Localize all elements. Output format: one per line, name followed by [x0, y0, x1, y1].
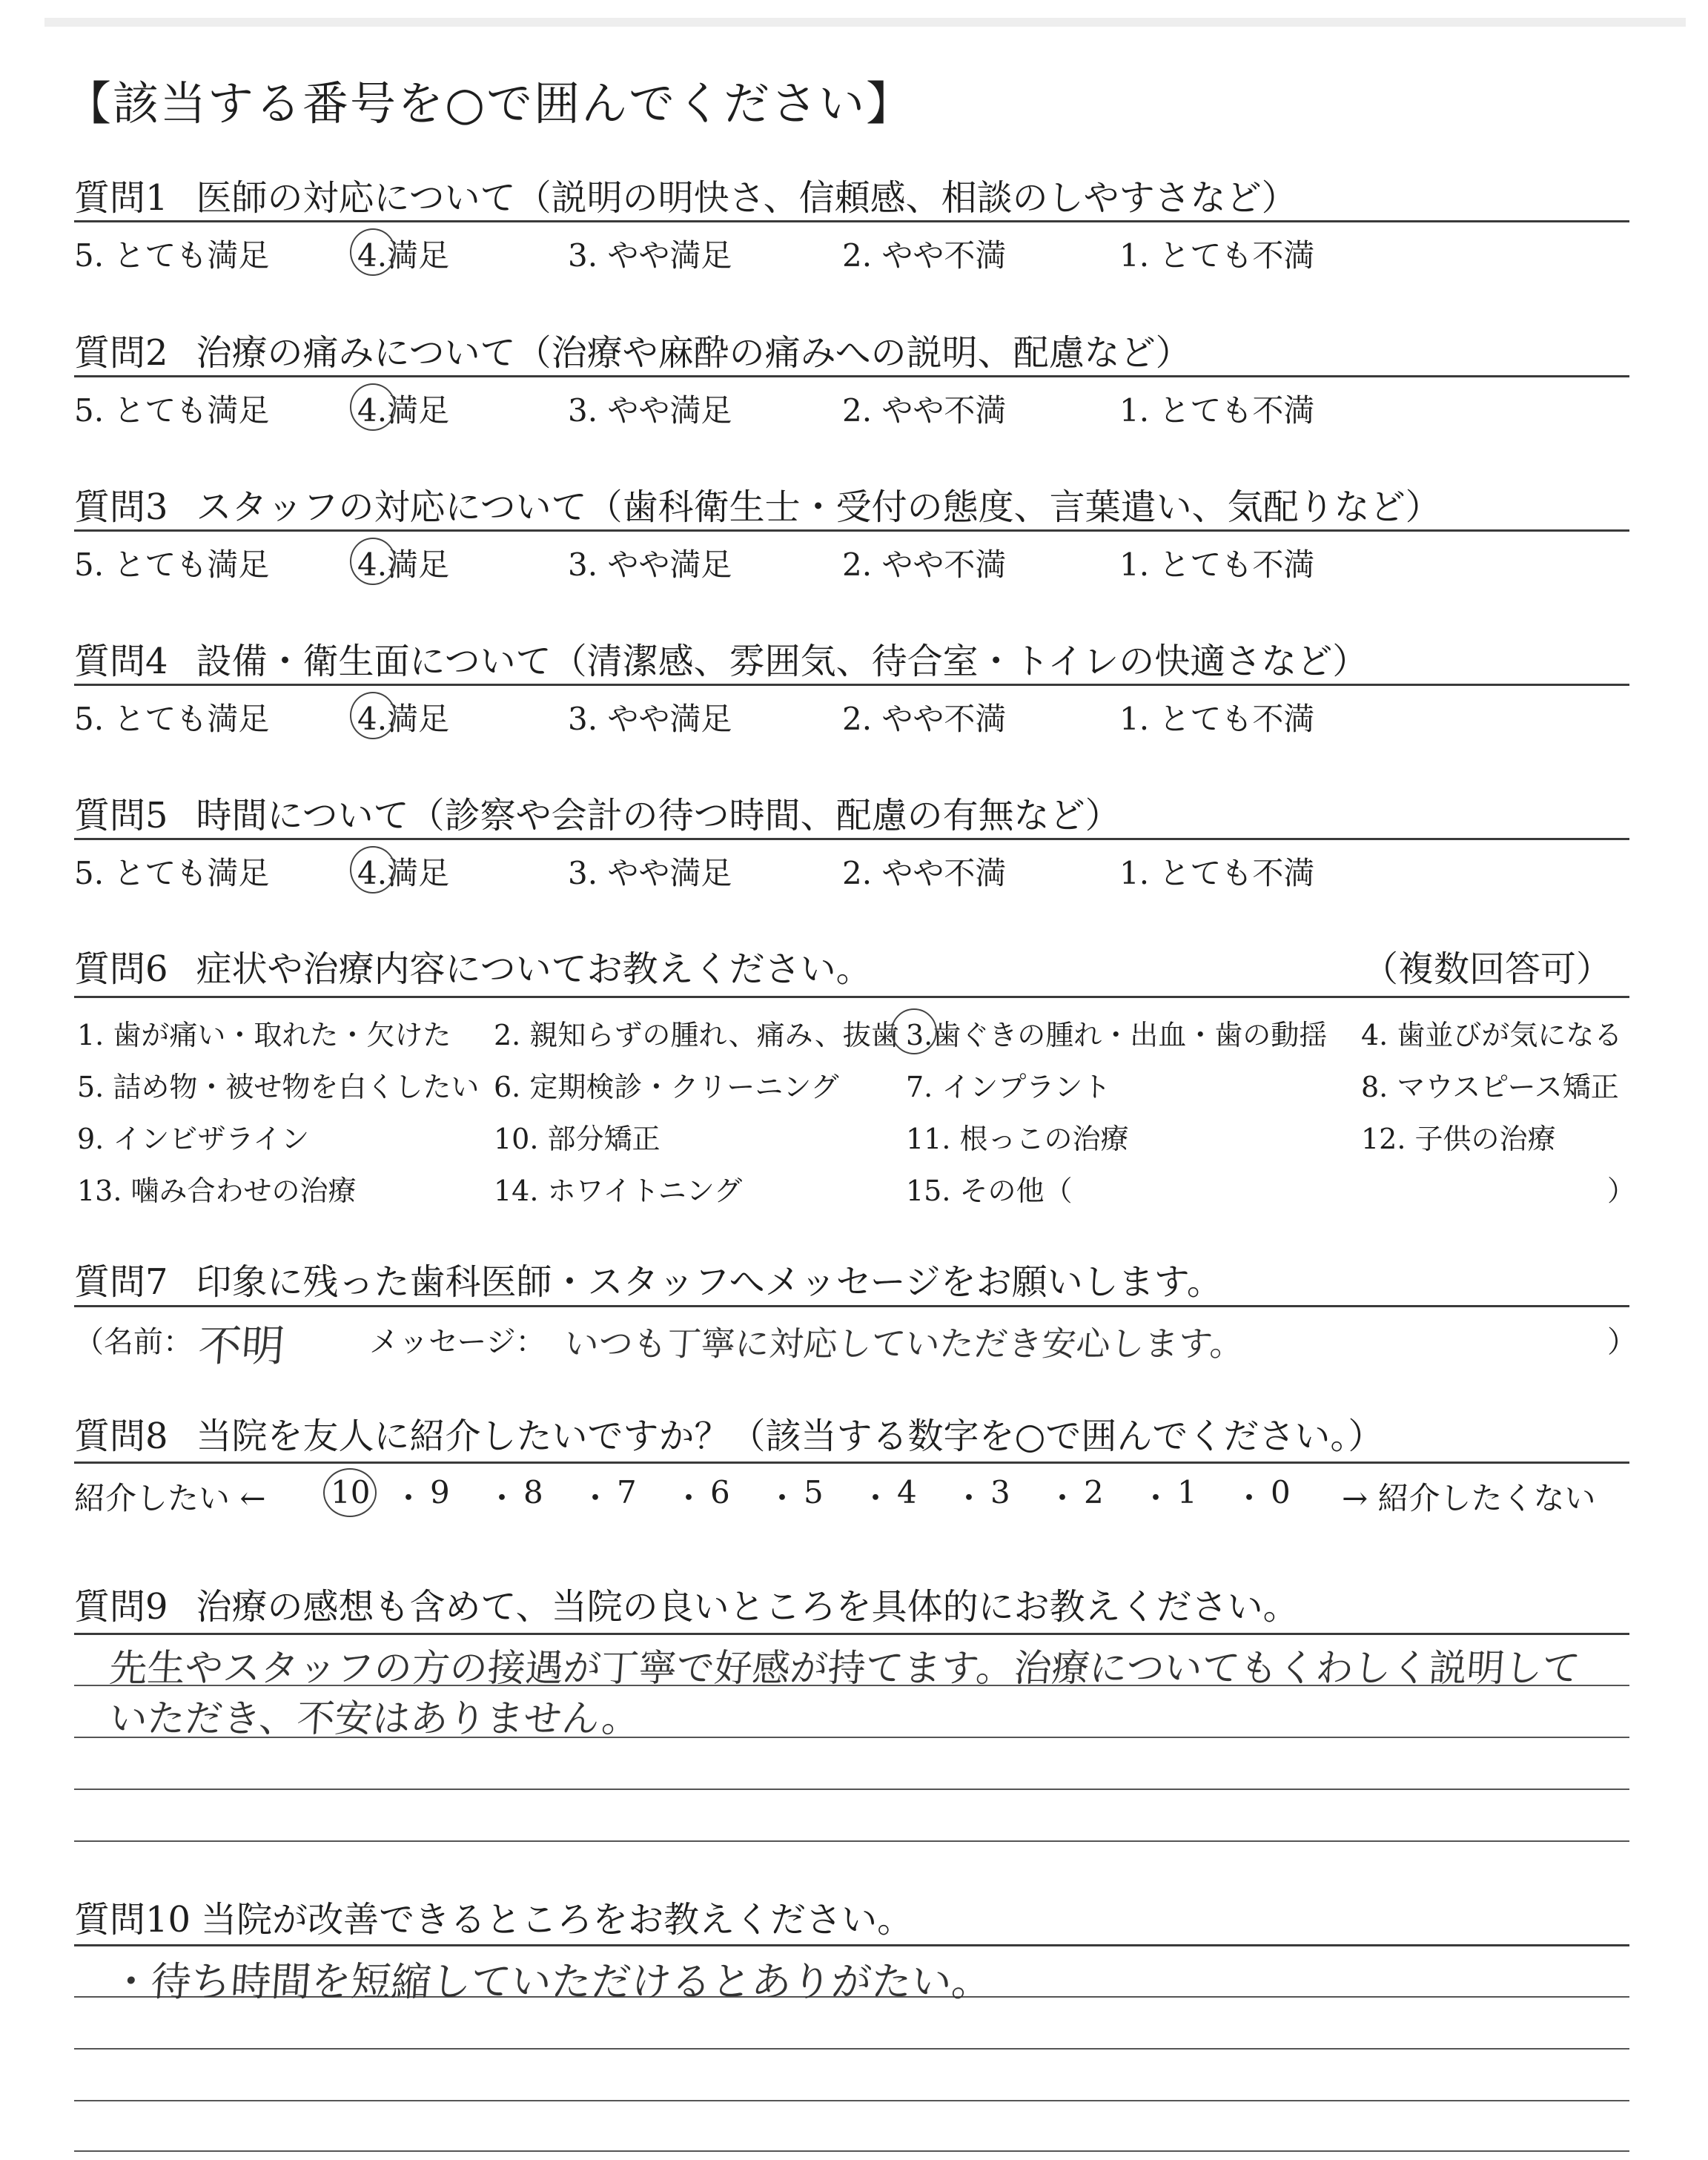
page-heading: 【該当する番号を○で囲んでください】 — [65, 76, 914, 131]
q7-name-handwritten: 不明 — [196, 1321, 287, 1371]
q4-option[interactable]: 4.満足 — [357, 701, 450, 737]
q2-title — [74, 324, 1191, 375]
q10-answer-line — [74, 2150, 1629, 2152]
q2-option[interactable]: 3. やや満足 — [568, 392, 732, 429]
q5-number: 質問5 — [74, 795, 168, 836]
q10-number: 質問10 — [74, 1899, 191, 1941]
q9-answer-handwritten: 先生やスタッフの方の接遇が丁寧で好感が持てます。治療についてもくわしく説明して — [107, 1647, 1582, 1691]
q3-text: スタッフの対応について（歯科衛生士・受付の態度、言葉遣い、気配りなど） — [196, 486, 1441, 528]
q5-title — [74, 787, 1121, 838]
q8-scale-dot: ・ — [580, 1480, 612, 1516]
q3-option[interactable]: 3. やや満足 — [568, 546, 732, 583]
q8-scale-value[interactable]: 6 — [710, 1474, 730, 1510]
q10-answer-line — [74, 2100, 1629, 2101]
q6-option[interactable]: 11. 根っこの治療 — [906, 1123, 1129, 1155]
q6-option[interactable]: 3.歯ぐきの腫れ・出血・歯の動揺 — [906, 1019, 1328, 1051]
q3-title — [74, 478, 1441, 529]
q6-option[interactable]: 12. 子供の治療 — [1361, 1123, 1556, 1155]
q5-text: 時間について（診察や会計の待つ時間、配慮の有無など） — [196, 795, 1121, 836]
q7-name-label: （名前： — [74, 1325, 193, 1359]
q8-scale-dot: ・ — [1140, 1480, 1172, 1516]
q2-option[interactable]: 5. とても満足 — [74, 392, 270, 429]
q8-scale-dot: ・ — [393, 1480, 425, 1516]
q5-option[interactable]: 2. やや不満 — [842, 855, 1007, 891]
q7-title — [74, 1253, 1222, 1304]
q6-option[interactable]: 15. その他（ — [906, 1175, 1073, 1207]
q6-option[interactable]: 2. 親知らずの腫れ、痛み、抜歯 — [494, 1019, 899, 1051]
q8-scale-value[interactable]: 7 — [617, 1474, 637, 1510]
q6-option[interactable]: 14. ホワイトニング — [494, 1175, 743, 1207]
q8-left-label: 紹介したい ← — [74, 1480, 266, 1516]
q7-rule — [74, 1305, 1629, 1307]
q4-option[interactable]: 1. とても不満 — [1119, 701, 1315, 737]
q2-number: 質問2 — [74, 332, 168, 374]
q3-option[interactable]: 2. やや不満 — [842, 546, 1007, 583]
q8-scale-value[interactable]: 8 — [523, 1474, 543, 1510]
scan-edge — [44, 18, 1686, 27]
q4-selection-circle — [350, 692, 396, 739]
q5-option[interactable]: 3. やや満足 — [568, 855, 732, 891]
q8-scale-value[interactable]: 5 — [804, 1474, 824, 1510]
q1-option[interactable]: 2. やや不満 — [842, 237, 1007, 274]
q3-option[interactable]: 1. とても不満 — [1119, 546, 1315, 583]
q8-scale-value[interactable]: 3 — [990, 1474, 1010, 1510]
q6-option[interactable]: 1. 歯が痛い・取れた・欠けた — [77, 1019, 451, 1051]
q9-answer-line — [74, 1789, 1629, 1790]
q6-multiple-note: （複数回答可） — [1363, 948, 1612, 990]
q1-option[interactable]: 5. とても満足 — [74, 237, 270, 274]
q1-option[interactable]: 4.満足 — [357, 237, 450, 274]
q8-scale-value[interactable]: 0 — [1271, 1474, 1291, 1510]
q2-option[interactable]: 4.満足 — [357, 392, 450, 429]
q1-selection-circle — [350, 228, 396, 276]
q10-answer-line — [74, 2048, 1629, 2050]
q5-selection-circle — [350, 846, 396, 894]
q8-scale-dot: ・ — [860, 1480, 892, 1516]
q1-option[interactable]: 3. やや満足 — [568, 237, 732, 274]
q6-option[interactable]: 6. 定期検診・クリーニング — [494, 1071, 839, 1103]
q8-right-label: → 紹介したくない — [1342, 1480, 1596, 1516]
q1-title — [74, 169, 1297, 220]
q6-option[interactable]: 10. 部分矯正 — [494, 1123, 661, 1155]
q9-title — [74, 1578, 1299, 1629]
q5-option[interactable]: 5. とても満足 — [74, 855, 270, 891]
q5-option[interactable]: 4.満足 — [357, 855, 450, 891]
q8-scale-dot: ・ — [673, 1480, 705, 1516]
q8-scale-dot: ・ — [767, 1480, 798, 1516]
q6-selection-circle — [891, 1008, 937, 1054]
q4-text: 設備・衛生面について（清潔感、雰囲気、待合室・トイレの快適さなど） — [196, 641, 1368, 682]
q4-title — [74, 633, 1368, 684]
q4-number: 質問4 — [74, 641, 168, 682]
q5-option[interactable]: 1. とても不満 — [1119, 855, 1315, 891]
q8-selection-circle — [323, 1468, 377, 1517]
q6-option[interactable]: 9. インビザライン — [77, 1123, 310, 1155]
q7-text: 印象に残った歯科医師・スタッフへメッセージをお願いします。 — [196, 1261, 1222, 1303]
q6-text: 症状や治療内容についてお教えください。 — [196, 948, 872, 990]
q4-option[interactable]: 5. とても満足 — [74, 701, 270, 737]
q1-text: 医師の対応について（説明の明快さ、信頼感、相談のしやすさなど） — [196, 177, 1297, 219]
q5-rule — [74, 838, 1629, 840]
q8-scale-value[interactable]: 4 — [897, 1474, 917, 1510]
q8-scale-dot: ・ — [1047, 1480, 1079, 1516]
q7-number: 質問7 — [74, 1261, 168, 1303]
q3-option[interactable]: 4.満足 — [357, 546, 450, 583]
q3-option[interactable]: 5. とても満足 — [74, 546, 270, 583]
q7-message-label: メッセージ： — [369, 1325, 546, 1359]
q6-option[interactable]: ） — [1607, 1175, 1636, 1207]
q3-number: 質問3 — [74, 486, 168, 528]
q8-scale-dot: ・ — [1234, 1480, 1265, 1516]
q9-rule — [74, 1633, 1629, 1635]
q7-close-paren: ） — [1607, 1325, 1637, 1359]
q6-option[interactable]: 4. 歯並びが気になる — [1361, 1019, 1623, 1051]
q1-option[interactable]: 1. とても不満 — [1119, 237, 1315, 274]
q10-answer-handwritten: ・待ち時間を短縮していただけるとありがたい。 — [109, 1958, 993, 2005]
q4-option[interactable]: 2. やや不満 — [842, 701, 1007, 737]
q9-answer-handwritten: いただき、不安はありません。 — [107, 1697, 641, 1741]
q2-option[interactable]: 1. とても不満 — [1119, 392, 1315, 429]
q3-rule — [74, 529, 1629, 532]
q4-option[interactable]: 3. やや満足 — [568, 701, 732, 737]
q6-option[interactable]: 7. インプラント — [906, 1071, 1111, 1103]
q2-option[interactable]: 2. やや不満 — [842, 392, 1007, 429]
q8-scale-value[interactable]: 10 — [331, 1474, 371, 1510]
q10-text: 当院が改善できるところをお教えください。 — [201, 1899, 913, 1941]
q6-option[interactable]: 13. 噛み合わせの治療 — [77, 1175, 357, 1207]
q6-option[interactable]: 5. 詰め物・被せ物を白くしたい — [77, 1071, 480, 1103]
q7-message-handwritten: いつも丁寧に対応していただき安心します。 — [563, 1324, 1246, 1364]
q10-title — [74, 1891, 913, 1942]
q8-scale-value[interactable]: 9 — [430, 1474, 450, 1510]
q8-text: 当院を友人に紹介したいですか？（該当する数字を○で囲んでください。） — [196, 1416, 1384, 1457]
q8-number: 質問8 — [74, 1416, 168, 1457]
q1-number: 質問1 — [74, 177, 168, 219]
q6-option[interactable]: 8. マウスピース矯正 — [1361, 1071, 1619, 1103]
q8-scale-dot: ・ — [486, 1480, 518, 1516]
q3-selection-circle — [350, 538, 396, 585]
q2-rule — [74, 375, 1629, 377]
q8-scale-value[interactable]: 1 — [1177, 1474, 1197, 1510]
q6-number: 質問6 — [74, 948, 168, 990]
q8-scale-dot: ・ — [953, 1480, 985, 1516]
q2-text: 治療の痛みについて（治療や麻酔の痛みへの説明、配慮など） — [196, 332, 1191, 374]
q6-rule — [74, 996, 1629, 998]
q1-rule — [74, 220, 1629, 222]
q8-scale-value[interactable]: 2 — [1084, 1474, 1104, 1510]
q10-rule — [74, 1944, 1629, 1946]
q2-selection-circle — [350, 383, 396, 431]
q6-title — [74, 940, 872, 991]
q9-answer-line — [74, 1840, 1629, 1842]
q9-text: 治療の感想も含めて、当院の良いところを具体的にお教えください。 — [196, 1586, 1299, 1628]
q9-number: 質問9 — [74, 1586, 168, 1628]
q4-rule — [74, 684, 1629, 686]
q8-rule — [74, 1462, 1629, 1464]
q8-title — [74, 1407, 1383, 1459]
